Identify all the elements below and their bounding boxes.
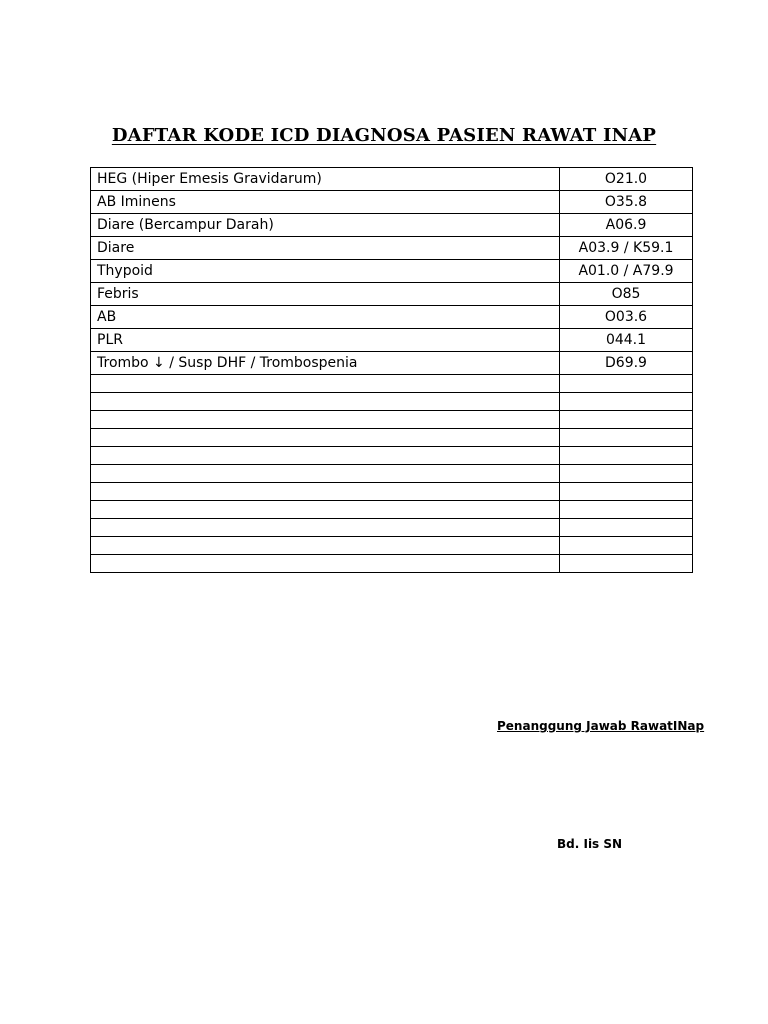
table-row [91,519,693,537]
diagnosis-cell [91,501,560,519]
table-row [91,501,693,519]
diagnosis-cell [91,483,560,501]
table-row [91,447,693,465]
responsible-label: Penanggung Jawab RawatINap [497,719,705,733]
icd-table-body [91,168,693,573]
icd-code-cell: O03.6 [560,306,693,329]
icd-code-cell: A01.0 / A79.9 [560,260,693,283]
diagnosis-cell: AB Iminens [91,191,560,214]
table-row [91,329,693,352]
diagnosis-cell: AB [91,306,560,329]
table-row [91,260,693,283]
icd-code-cell [560,501,693,519]
table-row [91,352,693,375]
signatory-name: Bd. Iis SN [557,837,623,851]
icd-code-cell [560,519,693,537]
table-row [91,555,693,573]
diagnosis-cell [91,465,560,483]
icd-code-cell: D69.9 [560,352,693,375]
table-row [91,375,693,393]
document-title: DAFTAR KODE ICD DIAGNOSA PASIEN RAWAT INAP [111,125,657,146]
icd-code-cell [560,465,693,483]
icd-code-cell [560,555,693,573]
table-row [91,306,693,329]
icd-code-cell: 044.1 [560,329,693,352]
diagnosis-cell [91,393,560,411]
icd-code-cell: O85 [560,283,693,306]
icd-code-cell: A03.9 / K59.1 [560,237,693,260]
diagnosis-cell [91,429,560,447]
table-row [91,214,693,237]
diagnosis-cell: Diare (Bercampur Darah) [91,214,560,237]
icd-code-cell [560,537,693,555]
icd-code-cell [560,375,693,393]
icd-code-cell: O35.8 [560,191,693,214]
table-row [91,168,693,191]
icd-code-cell [560,411,693,429]
diagnosis-cell: Febris [91,283,560,306]
diagnosis-cell: Thypoid [91,260,560,283]
icd-code-cell [560,483,693,501]
table-row [91,537,693,555]
diagnosis-cell [91,555,560,573]
diagnosis-cell: Diare [91,237,560,260]
diagnosis-cell [91,537,560,555]
table-row [91,411,693,429]
icd-code-cell [560,393,693,411]
diagnosis-cell: Trombo ↓ / Susp DHF / Trombospenia [91,352,560,375]
table-row [91,483,693,501]
diagnosis-cell [91,411,560,429]
diagnosis-cell [91,375,560,393]
icd-code-cell [560,429,693,447]
table-row [91,237,693,260]
table-row [91,191,693,214]
diagnosis-cell [91,447,560,465]
diagnosis-cell: PLR [91,329,560,352]
table-row [91,393,693,411]
table-row [91,429,693,447]
diagnosis-cell [91,519,560,537]
diagnosis-cell: HEG (Hiper Emesis Gravidarum) [91,168,560,191]
icd-code-cell: A06.9 [560,214,693,237]
table-row [91,283,693,306]
icd-code-cell [560,447,693,465]
table-row [91,465,693,483]
icd-code-table [90,167,693,573]
icd-code-cell: O21.0 [560,168,693,191]
